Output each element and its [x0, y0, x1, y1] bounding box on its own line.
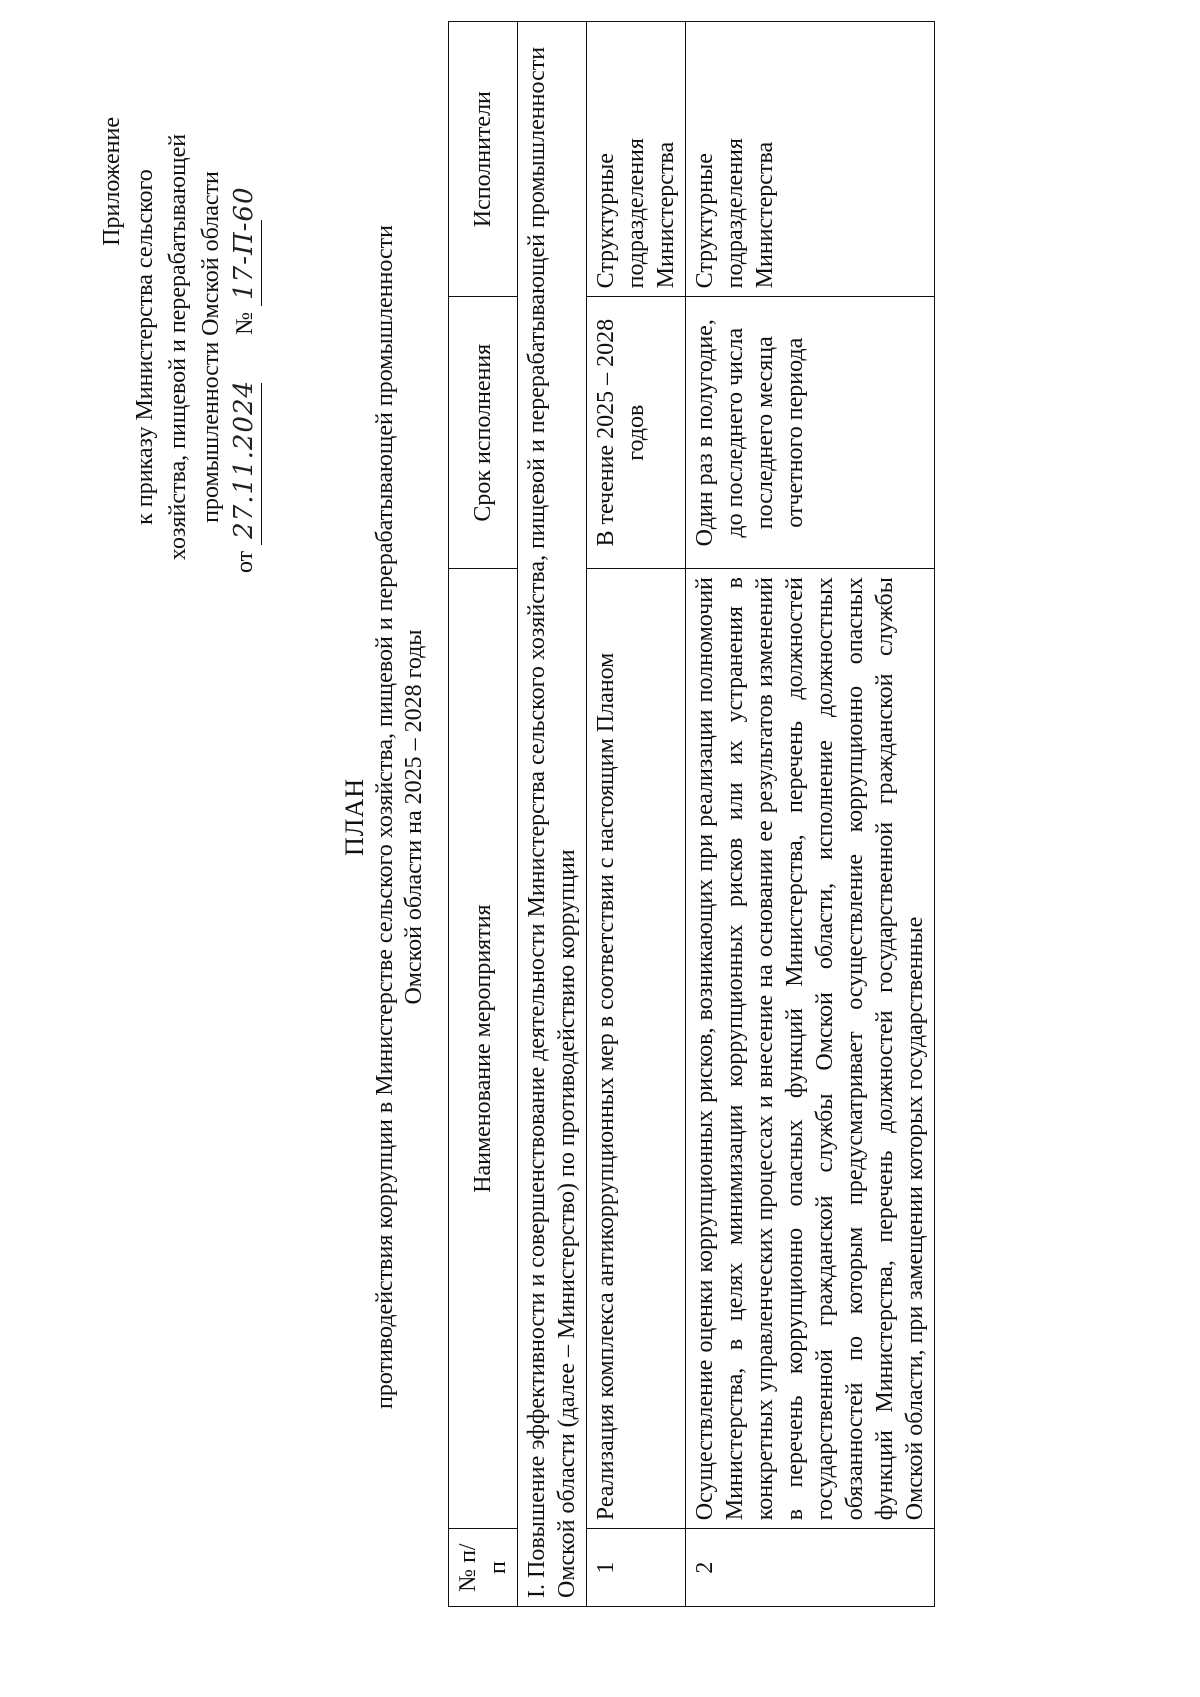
table-row — [587, 22, 686, 1607]
handwritten-date: 27.11.2024 — [228, 383, 262, 545]
row-executors: Структурные подразделения Министерства — [686, 22, 935, 297]
row-term: Один раз в полугодие, до последнего числа последнего месяца отчетного периода — [686, 297, 935, 569]
section-row — [518, 22, 587, 1607]
appendix-line: хозяйства, пищевой и перерабатывающей — [165, 133, 191, 561]
row-name: Реализация комплекса антикоррупционных мер в соответствии с настоящим Планом — [587, 569, 686, 1529]
header-executors: Исполнители — [449, 22, 518, 297]
table-header-row — [449, 22, 518, 1607]
appendix-title: Приложение — [99, 117, 125, 246]
header-term: Срок исполнения — [449, 297, 518, 569]
appendix-date-row — [228, 117, 262, 577]
row-num: 2 — [686, 1529, 935, 1607]
plan-title-block — [340, 17, 429, 1617]
row-num: 1 — [587, 1529, 686, 1607]
appendix-line: промышленности Омской области — [198, 171, 224, 523]
section-title: I. Повышение эффективности и совершенствование деятельности Министерства сельского хозяйства, пищевой и перерабатывающей промышленности Омской области (далее – Министерство) по противодействию коррупции — [518, 22, 587, 1607]
plan-subtitle-line: Омской области на 2025 – 2028 годы — [401, 629, 427, 1005]
handwritten-number: 17-П-60 — [228, 220, 262, 306]
date-label: от — [232, 550, 258, 573]
appendix-line: к приказу Министерства сельского — [132, 169, 158, 525]
header-num: № п/п — [449, 1529, 518, 1607]
number-label: № — [232, 311, 258, 335]
row-name: Осуществление оценки коррупционных рисков, возникающих при реализации полномочий Министерства, в целях минимизации коррупционных рисков или их устранения в конкретных управленческих процессах и внесение на основании ее результатов изменений в перечень коррупционно опасных функций Министерства, перечень должностей государственной гражданской службы Омской области, исполнение должностных обязанностей по которым предусматривает осуществление коррупционно опасных функций Министерства, перечень должностей государственной гражданской службы Омской области, при замещении которых государственные — [686, 569, 935, 1529]
plan-table — [448, 21, 935, 1607]
header-name: Наименование мероприятия — [449, 569, 518, 1529]
plan-subtitle-line: противодействия коррупции в Министерстве сельского хозяйства, пищевой и перерабатывающей промышленности — [372, 225, 398, 1409]
plan-heading: ПЛАН — [340, 778, 369, 856]
row-term: В течение 2025 – 2028 годов — [587, 297, 686, 569]
row-executors: Структурные подразделения Министерства — [587, 22, 686, 297]
appendix-block — [96, 117, 262, 577]
table-row — [686, 22, 935, 1607]
